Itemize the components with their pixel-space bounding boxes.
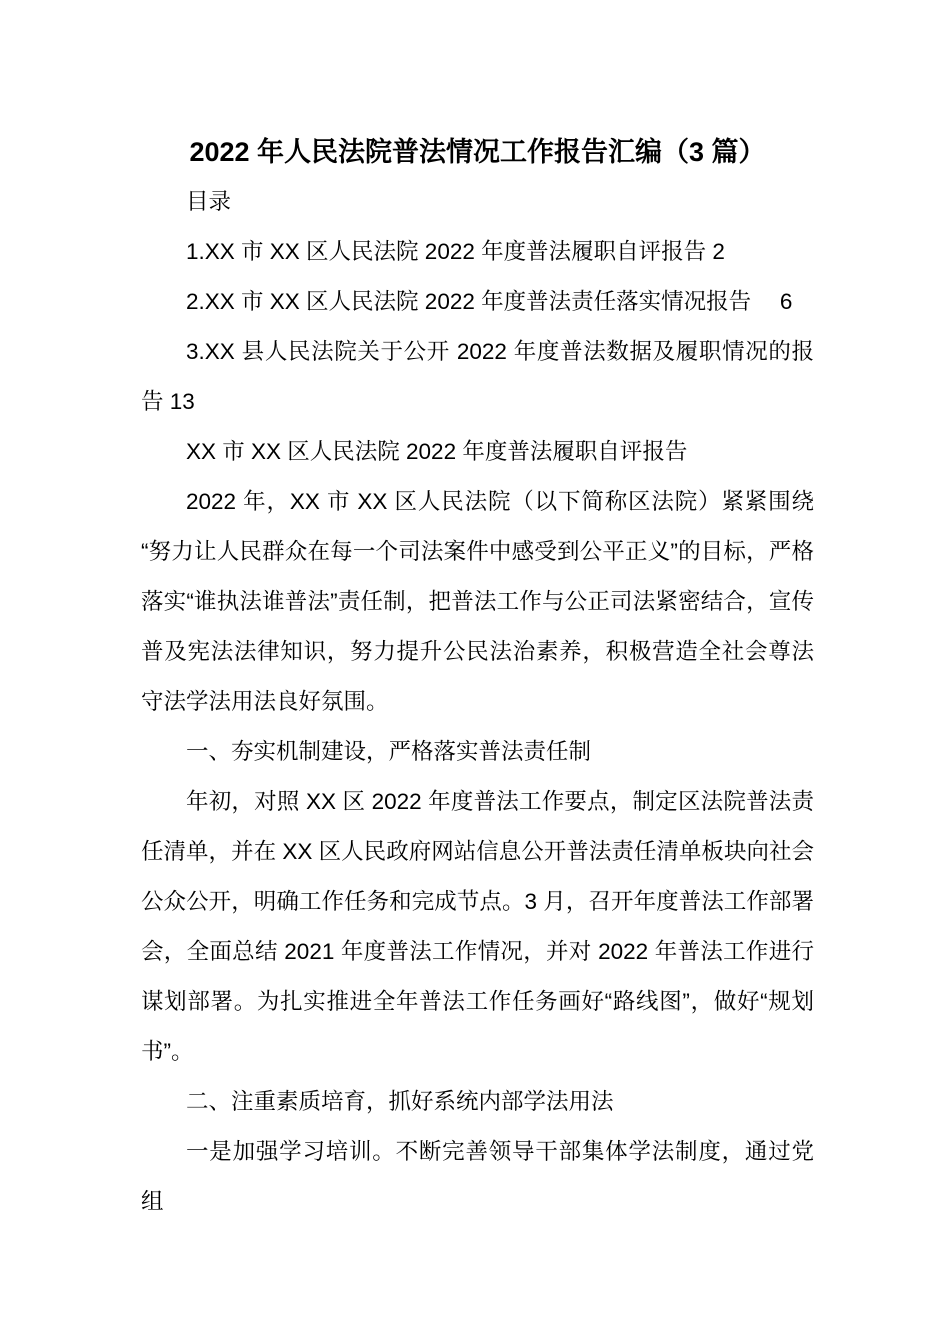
section-heading: XX 市 XX 区人民法院 2022 年度普法履职自评报告	[186, 439, 688, 464]
body-paragraph-3: 一是加强学习培训。不断完善领导干部集体学法制度，通过党组	[141, 1139, 814, 1214]
body-subheading-1: 一、夯实机制建设，严格落实普法责任制	[186, 739, 592, 764]
toc-entry-1: 1.XX 市 XX 区人民法院 2022 年度普法履职自评报告 2	[186, 239, 725, 264]
toc-entry-3: 3.XX 县人民法院关于公开 2022 年度普法数据及履职情况的报告 13	[141, 339, 814, 414]
body-paragraph-2: 年初，对照 XX 区 2022 年度普法工作要点，制定区法院普法责任清单，并在 XX 区人民政府网站信息公开普法责任清单板块向社会公众公开，明确工作任务和完成节点。3 月，召开年度普法工作部署会，全面总结 2021 年度普法工作情况，并对 2022 年普法工作进行谋划部署。为扎实推进全年普法工作任务画好“路线图”，做好“规划书”。	[141, 789, 814, 1064]
toc-heading: 目录	[186, 189, 232, 214]
document-title: 2022 年人民法院普法情况工作报告汇编（3 篇）	[189, 137, 766, 167]
toc-entry-2: 2.XX 市 XX 区人民法院 2022 年度普法责任落实情况报告 6	[186, 289, 793, 314]
body-subheading-2: 二、注重素质培育，抓好系统内部学法用法	[186, 1089, 614, 1114]
body-paragraph-1: 2022 年，XX 市 XX 区人民法院（以下简称区法院）紧紧围绕“努力让人民群众在每一个司法案件中感受到公平正义”的目标，严格落实“谁执法谁普法”责任制，把普法工作与公正司法紧密结合，宣传普及宪法法律知识，努力提升公民法治素养，积极营造全社会尊法守法学法用法良好氛围。	[141, 489, 814, 714]
